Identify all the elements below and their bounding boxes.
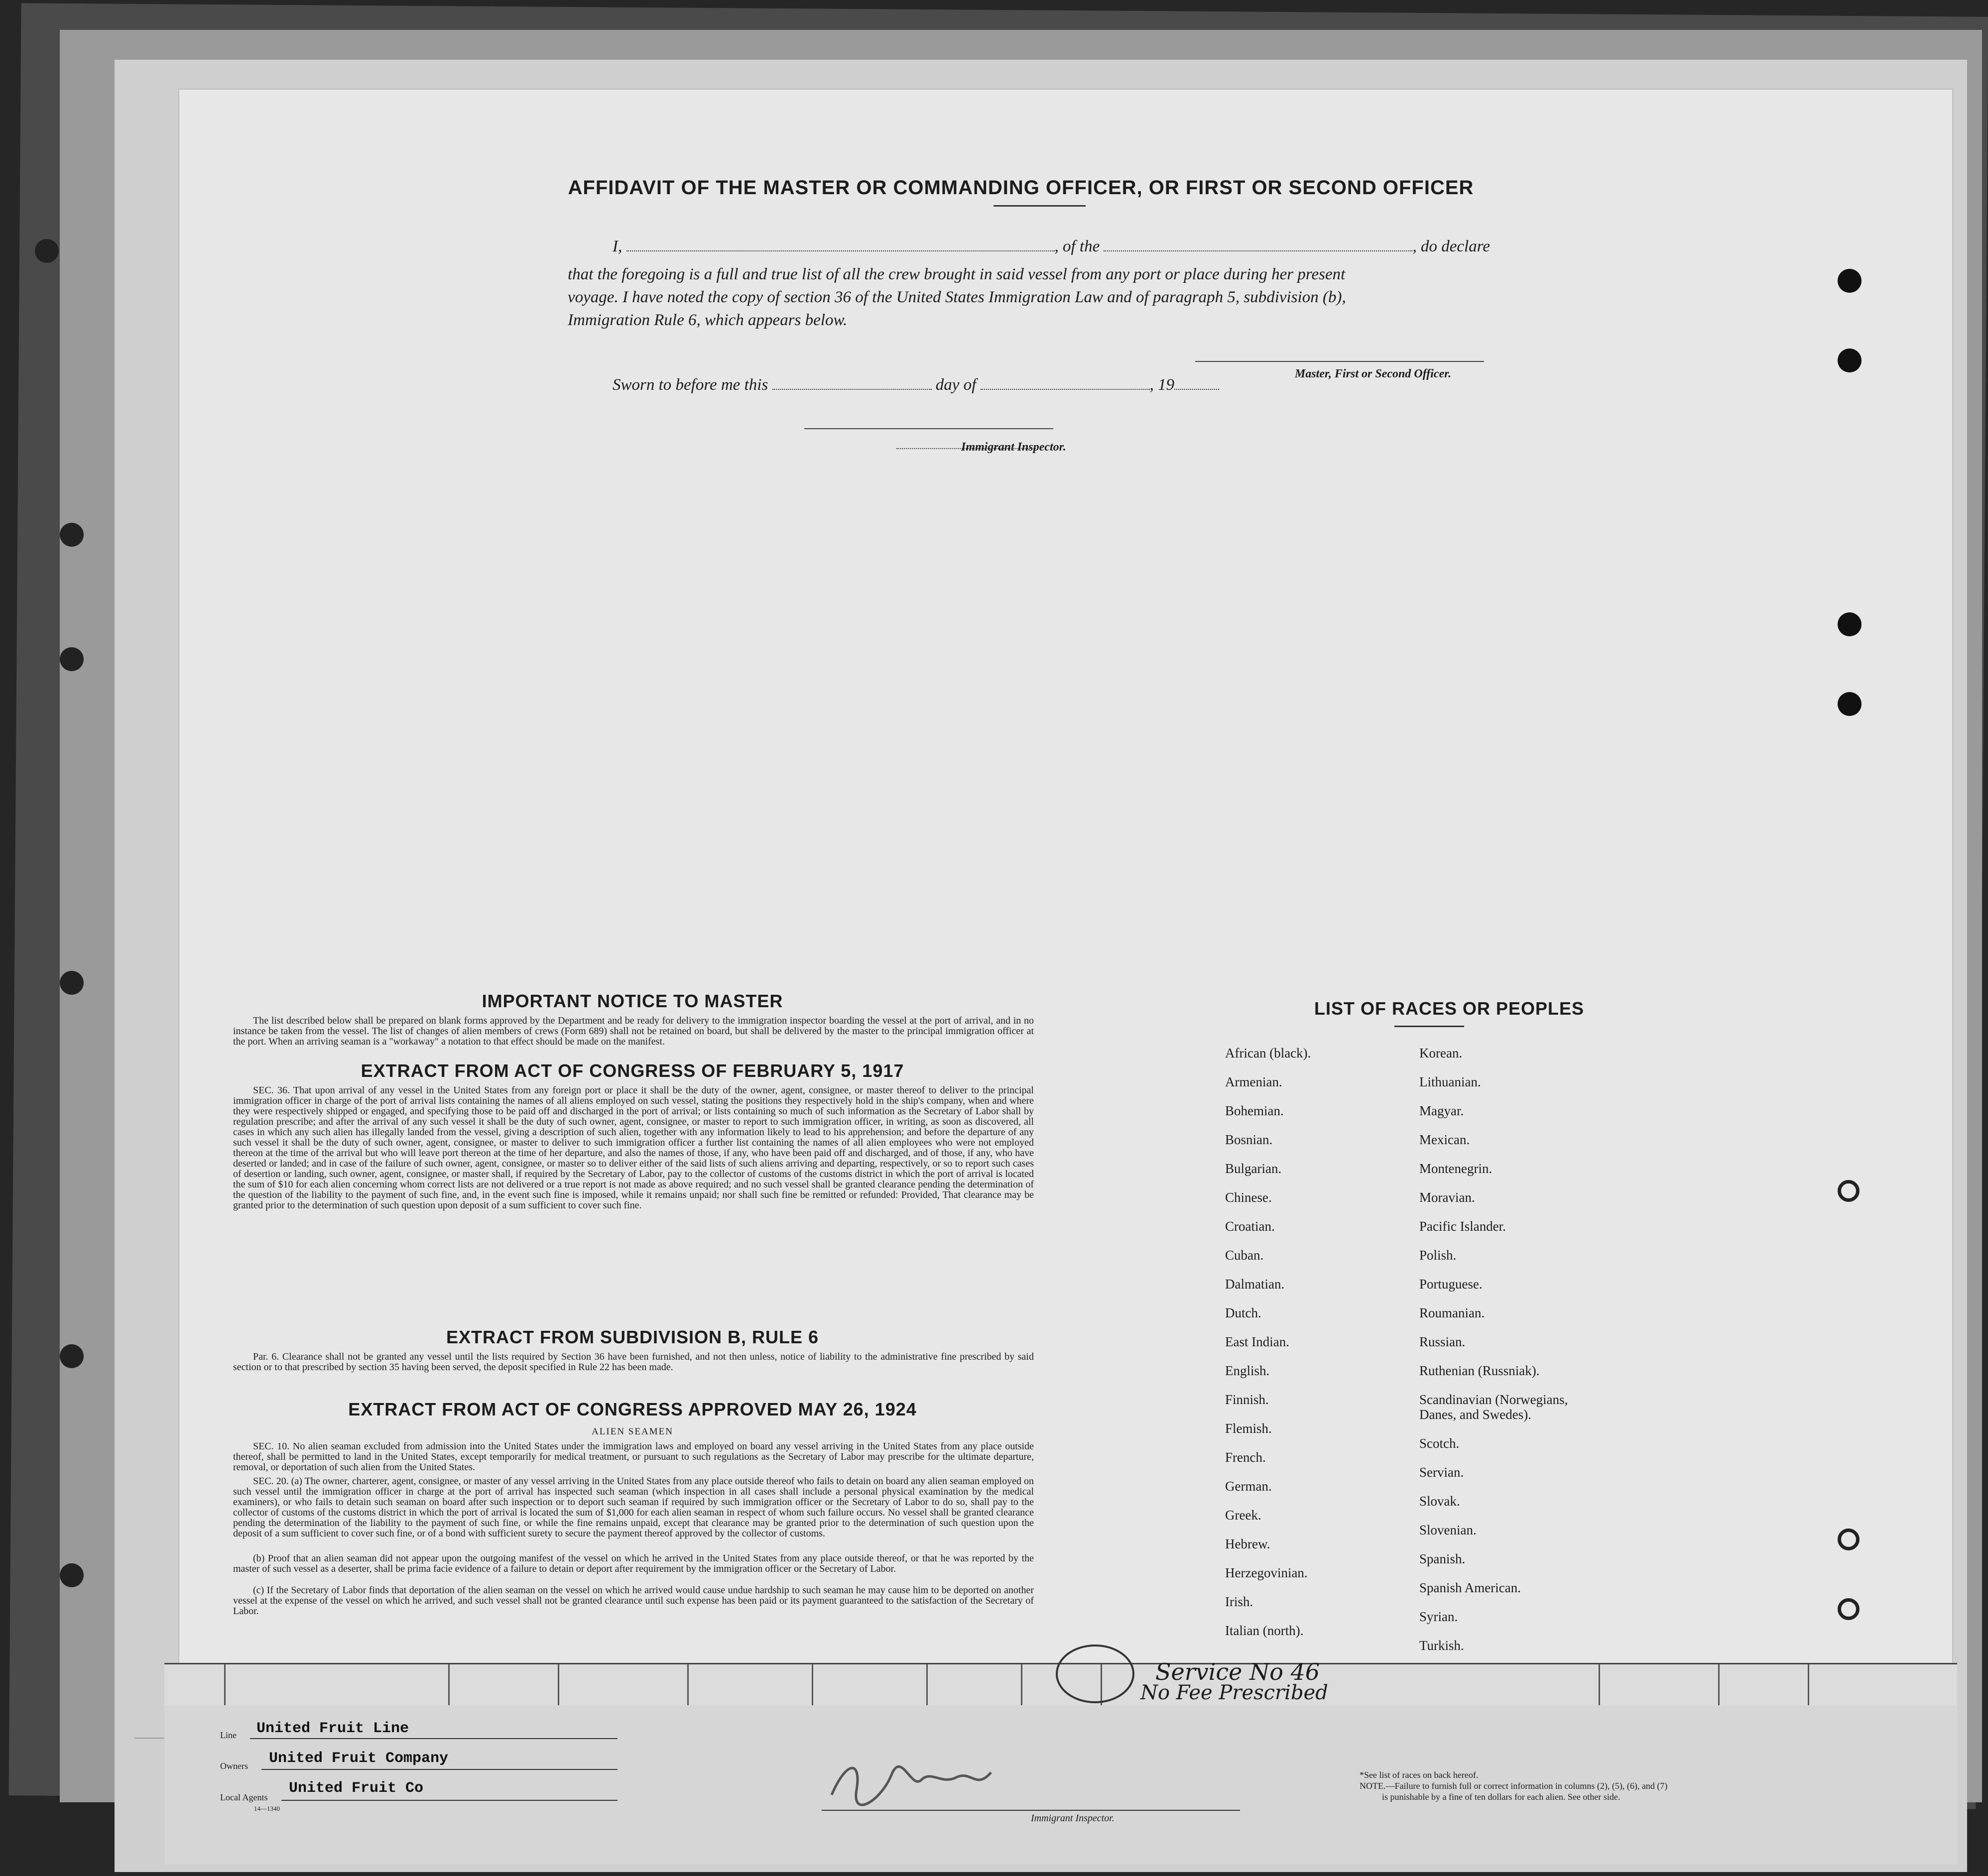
- race-item: Turkish.: [1419, 1638, 1464, 1653]
- table-column-rule: [1599, 1664, 1600, 1707]
- note-races: *See list of races on back hereof.: [1360, 1770, 1479, 1780]
- statement-line-3: Immigration Rule 6, which appears below.: [568, 311, 848, 329]
- footer-inspector-label: Immigrant Inspector.: [1031, 1813, 1115, 1824]
- race-item: African (black).: [1225, 1046, 1311, 1060]
- race-item: Servian.: [1419, 1465, 1464, 1480]
- line-label: Line: [220, 1730, 237, 1740]
- title-rule: [994, 205, 1086, 207]
- race-item: German.: [1225, 1479, 1272, 1494]
- race-item: Bohemian.: [1225, 1103, 1284, 1118]
- owners-value: United Fruit Company: [269, 1750, 449, 1767]
- race-item: Dutch.: [1225, 1305, 1261, 1320]
- race-item: Lithuanian.: [1419, 1074, 1481, 1089]
- affidavit-title: AFFIDAVIT OF THE MASTER OR COMMANDING OFFICER, OR FIRST OR SECOND OFFICER: [568, 177, 1474, 199]
- race-item: Slovenian.: [1419, 1523, 1477, 1537]
- race-item: Croatian.: [1225, 1219, 1275, 1234]
- punch-hole: [1838, 692, 1862, 716]
- form-number: 14—1340: [254, 1805, 280, 1812]
- race-item: Italian (north).: [1225, 1623, 1304, 1638]
- table-column-rule: [812, 1664, 813, 1707]
- race-item: Moravian.: [1419, 1190, 1475, 1205]
- sworn-month-blank[interactable]: [981, 375, 1150, 390]
- race-item: Scandinavian (Norwegians,: [1419, 1392, 1568, 1407]
- punch-hole: [60, 523, 84, 547]
- agents-label: Local Agents: [220, 1792, 268, 1802]
- race-item: Cuban.: [1225, 1248, 1264, 1263]
- race-item: Korean.: [1419, 1046, 1463, 1060]
- race-item: Portuguese.: [1419, 1277, 1483, 1291]
- notice-body: The list described below shall be prepared on blank forms approved by the Department and be ready for delivery to the immigration inspector boarding the vessel at the port of arrival, and in no instance be taken from the vessel. The list of changes of alien members of crews (Form 689) shall not be retained on board, but shall be delivered by the master to the principal immigration officer at the port. When an arriving seaman is a "workaway" a notation to that effect should be made on the manifest.: [233, 1015, 1034, 1047]
- notice-title: IMPORTANT NOTICE TO MASTER: [482, 991, 783, 1011]
- races-column-1: [1225, 1046, 1414, 1652]
- line-rule: [250, 1738, 618, 1739]
- race-item: English.: [1225, 1363, 1270, 1378]
- manifest-footer: [164, 1705, 1957, 1865]
- races-column-2: [1419, 1046, 1648, 1667]
- extract-rule6-title: EXTRACT FROM SUBDIVISION B, RULE 6: [446, 1327, 819, 1347]
- table-column-rule: [448, 1664, 450, 1707]
- punch-hole: [1838, 1180, 1860, 1202]
- sec20c-body: (c) If the Secretary of Labor finds that deportation of the alien seaman on the vessel on which he arrived would cause undue hardship to such seaman he may cause him to be deported on another vessel at the expense of the vessel on which he arrived, and such vessel shall not be granted clearance until such expense has been paid or its payment guaranteed to the satisfaction of the Secretary of Labor.: [233, 1585, 1034, 1617]
- punch-hole: [1838, 269, 1862, 293]
- race-item: Russian.: [1419, 1334, 1466, 1349]
- extract-rule6-body: Par. 6. Clearance shall not be granted any vessel until the lists required by Section 36 have been furnished, and not then unless, notice of liability to the administrative fine prescribed by said section or to that prescribed by section 35 having been served, the deposit specified in Rule 22 has been made.: [233, 1351, 1034, 1373]
- sec10-body: SEC. 10. No alien seaman excluded from admission into the United States under the immigration laws and employed on board any vessel arriving in the United States from any place outside thereof, shall be permitted to land in the United States, except temporarily for medical treatment, or pursuant to such regulations as the Secretary of Labor may prescribe for the ultimate departure, removal, or deportation of such alien from the United States.: [233, 1441, 1034, 1473]
- inspector-footer-rule: [822, 1810, 1240, 1811]
- sworn-day-of: day of: [935, 376, 977, 394]
- owners-rule: [261, 1769, 618, 1770]
- sec20a-body: SEC. 20. (a) The owner, charterer, agent, consignee, or master of any vessel arriving in the United States from any place outside thereof who fails to detain on board any alien seaman employed on such vessel until the immigration officer in charge at the port of arrival has inspected such seaman (which inspection in all cases shall include a personal physical examination by the medical examiners), or who fails to detain such seaman on board after such inspection or to deport such seaman if required by such immigration officer or the Secretary of Labor to do so, shall pay to the collector of customs of the customs district in which the port of arrival is located the sum of $1,000 for each alien seaman in respect of whom such failure occurs. No vessel shall be granted clearance pending the determination of the liability to the payment of such fine, or while the fine remains unpaid, except that clearance may be granted prior to the determination of such question upon the deposit of a sum sufficient to cover such fine, or of a bond with sufficient surety to secure the payment thereof approved by the collector of customs.: [233, 1476, 1034, 1539]
- table-column-rule: [1718, 1664, 1720, 1707]
- table-column-rule: [224, 1664, 226, 1707]
- race-item: Spanish American.: [1419, 1580, 1521, 1595]
- note-fine-1: NOTE.—Failure to furnish full or correct information in columns (2), (5), (6), and (7): [1360, 1781, 1668, 1791]
- race-item: Roumanian.: [1419, 1305, 1485, 1320]
- punch-hole: [1838, 349, 1862, 372]
- table-column-rule: [687, 1664, 689, 1707]
- race-item: Greek.: [1225, 1508, 1261, 1523]
- race-item: Danes, and Swedes).: [1419, 1407, 1531, 1422]
- declare-of-the: , of the: [1054, 237, 1100, 255]
- manifest-table-strip: [164, 1658, 1957, 1708]
- race-item: Mexican.: [1419, 1132, 1470, 1147]
- statement-line-2: voyage. I have noted the copy of section 36 of the United States Immigration Law and of paragraph 5, subdivision (b),: [568, 288, 1346, 306]
- declare-i: I,: [613, 237, 622, 255]
- alien-seamen-subtitle: ALIEN SEAMEN: [592, 1426, 673, 1437]
- race-item: French.: [1225, 1450, 1266, 1465]
- race-item: Magyar.: [1419, 1103, 1464, 1118]
- punch-hole: [60, 647, 84, 671]
- race-item: Flemish.: [1225, 1421, 1272, 1436]
- race-item: Herzegovinian.: [1225, 1565, 1308, 1580]
- race-item: Dalmatian.: [1225, 1277, 1285, 1291]
- race-item: Scotch.: [1419, 1436, 1460, 1451]
- inspector-signature: [827, 1755, 1016, 1810]
- sworn-line: [613, 373, 1219, 396]
- punch-hole: [60, 971, 84, 995]
- race-item: Chinese.: [1225, 1190, 1272, 1205]
- handwritten-service-no: Service No 46: [1155, 1658, 1320, 1685]
- punch-hole: [1838, 1528, 1860, 1550]
- table-column-rule: [1808, 1664, 1809, 1707]
- race-item: Montenegrin.: [1419, 1161, 1492, 1176]
- races-title-rule: [1394, 1026, 1464, 1027]
- declaration-line: [613, 235, 1708, 258]
- vessel-blank[interactable]: [1104, 236, 1412, 251]
- affidavit-sheet: [179, 90, 1952, 1663]
- agents-value: United Fruit Co: [289, 1780, 424, 1797]
- extract-1917-body: SEC. 36. That upon arrival of any vessel in the United States from any foreign port or place it shall be the duty of the owner, agent, consignee, or master thereof to deliver to the principal immigration officer in charge of the port of arrival lists containing the names of all aliens employed on such vessel, stating the positions they respectively hold in the ship's company, when and where they were respectively shipped or engaged, and specifying those to be paid off and discharged in the port of arrival; or lists containing so much of such information as the Secretary of Labor shall by regulation prescribe; and after the arrival of any such vessel it shall be the duty of such owner, agent, consignee, or master to report to such immigration officer, in writing, as soon as discovered, all cases in which any such alien has illegally landed from the vessel, giving a description of such alien, together with any information likely to lead to his apprehension; and before the departure of any such vessel it shall be the duty of such owner, agent, consignee, or master to deliver to such immigration officer a further list containing the names of all alien employees who were not employed thereon at the time of the arrival but who will leave port thereon at the time of her departure, and also the names of those, if any, who have been paid off and discharged, and of those, if any, who have deserted or landed; and in case of the failure of such owner, agent, consignee, or master so to deliver either of the said lists of such aliens arriving and departing, respectively, or so to report such cases of desertion or landing, such owner, agent, consignee, or master shall, if required by the Secretary of Labor, pay to the collector of customs of the customs district in which the port of arrival is located the sum of $10 for each alien concerning whom correct lists are not delivered or a true report is not made as above required; and no such vessel shall be granted clearance pending the determination of the question of the liability to the payment of such fine, and, in the event such fine is imposed, while it remains unpaid; nor shall such fine be remitted or refunded: Provided, That clearance may be granted prior to the determination of such question upon deposit of a sum sufficient to cover such fine.: [233, 1085, 1034, 1211]
- extract-1917-title: EXTRACT FROM ACT OF CONGRESS OF FEBRUARY 5, 1917: [361, 1060, 904, 1081]
- race-item: East Indian.: [1225, 1334, 1289, 1349]
- race-item: Syrian.: [1419, 1609, 1458, 1624]
- race-item: Slovak.: [1419, 1494, 1460, 1509]
- handwritten-no-fee: No Fee Prescribed: [1140, 1681, 1328, 1704]
- punch-hole: [1838, 1598, 1860, 1620]
- race-item: Spanish.: [1419, 1551, 1466, 1566]
- circular-stamp: [1056, 1644, 1134, 1703]
- declare-do-declare: , do declare: [1412, 237, 1490, 255]
- sworn-year-blank[interactable]: [1174, 375, 1219, 390]
- race-item: Hebrew.: [1225, 1536, 1270, 1551]
- punch-hole: [1838, 612, 1862, 636]
- race-item: Bosnian.: [1225, 1132, 1273, 1147]
- table-column-rule: [558, 1664, 559, 1707]
- sworn-day-blank[interactable]: [772, 375, 932, 390]
- races-title: LIST OF RACES OR PEOPLES: [1314, 998, 1585, 1019]
- race-item: Finnish.: [1225, 1392, 1269, 1407]
- table-column-rule: [926, 1664, 928, 1707]
- extract-1924-title: EXTRACT FROM ACT OF CONGRESS APPROVED MAY 26, 1924: [348, 1399, 917, 1419]
- name-blank[interactable]: [626, 236, 1055, 251]
- race-item: Irish.: [1225, 1594, 1253, 1609]
- race-item: Ruthenian (Russniak).: [1419, 1363, 1540, 1378]
- race-item: Pacific Islander.: [1419, 1219, 1506, 1234]
- race-item: Armenian.: [1225, 1074, 1282, 1089]
- sworn-year: , 19: [1149, 376, 1175, 394]
- punch-hole: [60, 1344, 84, 1368]
- owners-label: Owners: [220, 1761, 248, 1771]
- note-fine-2: is punishable by a fine of ten dollars for each alien. See other side.: [1382, 1792, 1620, 1802]
- statement-line-1: that the foregoing is a full and true list of all the crew brought in said vessel from any port or place during her present: [568, 265, 1346, 283]
- table-column-rule: [1021, 1664, 1022, 1707]
- punch-hole: [35, 239, 59, 263]
- agents-rule: [281, 1800, 618, 1801]
- race-item: Bulgarian.: [1225, 1161, 1282, 1176]
- inspector-label: Immigrant Inspector.: [961, 441, 1066, 454]
- line-value: United Fruit Line: [256, 1720, 409, 1737]
- race-item: Polish.: [1419, 1248, 1457, 1263]
- punch-hole: [60, 1563, 84, 1587]
- sworn-prefix: Sworn to before me this: [613, 376, 768, 394]
- inspector-signature-line[interactable]: [804, 428, 1053, 429]
- master-signature-label: Master, First or Second Officer.: [1295, 367, 1452, 380]
- master-signature-line[interactable]: [1195, 361, 1484, 362]
- sec20b-body: (b) Proof that an alien seaman did not appear upon the outgoing manifest of the vessel on which he arrived in the United States from any place outside thereof, or that he was reported by the master of such vessel as a deserter, shall be prima facie evidence of a failure to detain or deport after requirement by the immigration officer or the Secretary of Labor.: [233, 1553, 1034, 1574]
